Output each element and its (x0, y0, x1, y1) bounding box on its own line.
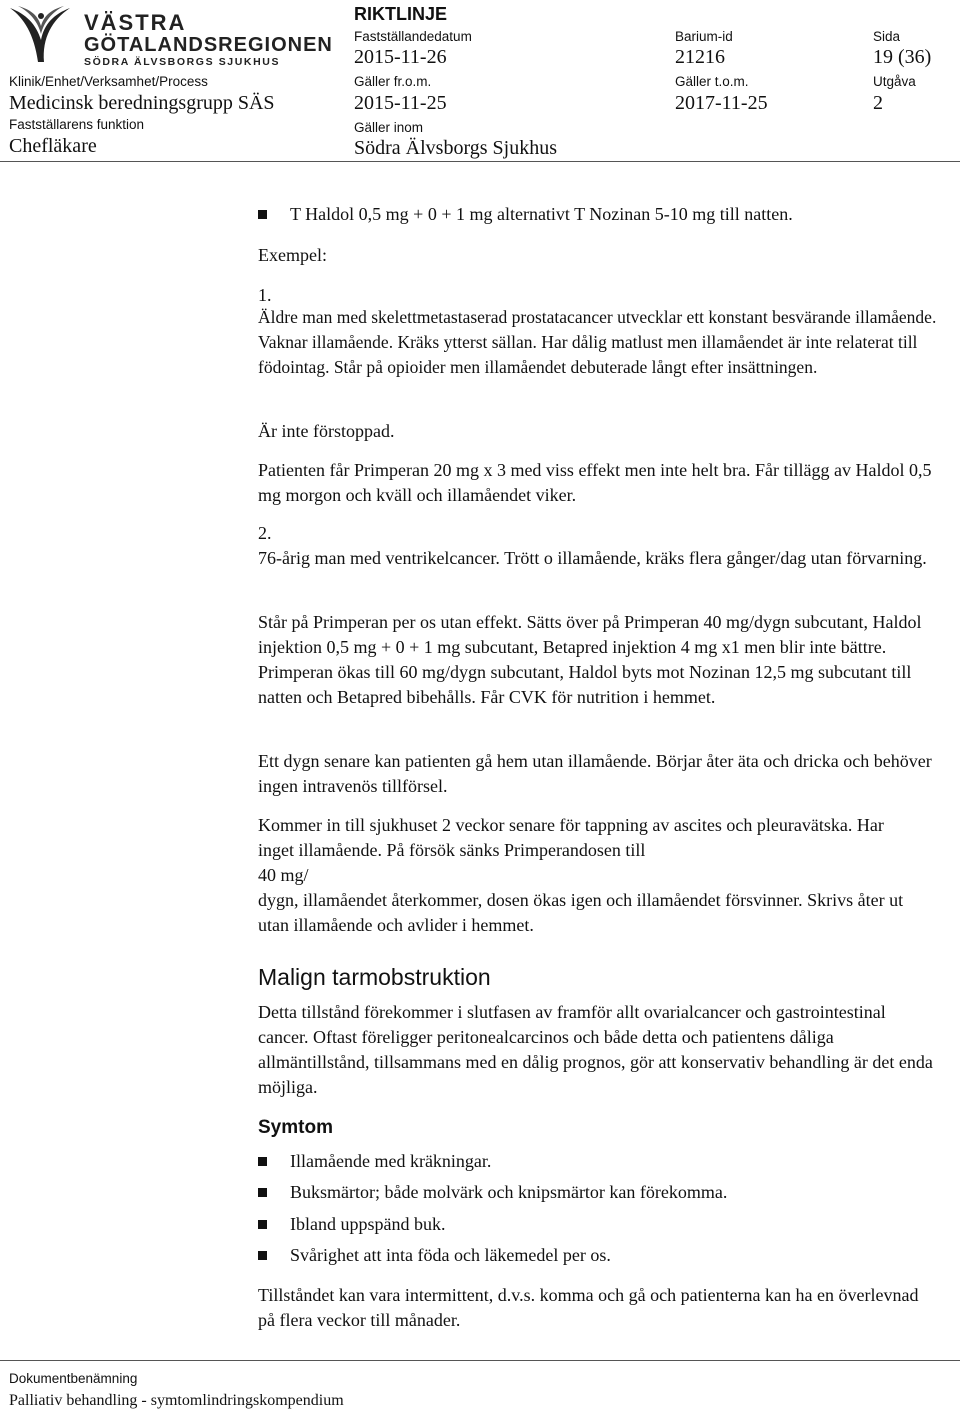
bullet-square-icon (258, 1251, 267, 1260)
galler-inom-value: Södra Älvsborgs Sjukhus (354, 137, 557, 159)
sida-value: 19 (36) (873, 46, 932, 68)
galler-to-value: 2017-11-25 (675, 92, 768, 114)
footer-divider (0, 1360, 960, 1361)
symtom-item-text: Svårighet att inta föda och läkemedel per os. (290, 1245, 611, 1265)
sida-label: Sida (873, 29, 901, 44)
barium-label: Barium-id (675, 29, 733, 44)
bullet-square-icon (258, 1157, 267, 1166)
section-heading: Malign tarmobstruktion (258, 964, 491, 990)
utgava-label: Utgåva (873, 74, 916, 89)
example1-paragraph: Äldre man med skelettmetastaserad prostatacancer utvecklar ett konstant besvärande illamående. Vaknar illamående. Kräks ytterst sällan. Har dålig matlust men illamåendet är inte relaterat till födointag. Står på opioider men illamåendet debuterade långt efter insättningen. (258, 307, 937, 377)
example2-paragraph-4b: 40 mg/ (258, 865, 309, 885)
fastst-value: 2015-11-26 (354, 46, 447, 68)
logo-line3: SÖDRA ÄLVSBORGS SJUKHUS (84, 56, 281, 68)
footer-value: Palliativ behandling - symtomlindringskompendium (9, 1392, 344, 1409)
utgava-value: 2 (873, 92, 883, 114)
symtom-heading: Symtom (258, 1117, 333, 1138)
galler-from-label: Gäller fr.o.m. (354, 74, 432, 89)
example1-paragraph-3: Patienten får Primperan 20 mg x 3 med viss effekt men inte helt bra. Får tillägg av Haldol 0,5 mg morgon och kväll och illamåendet viker. (258, 460, 932, 505)
example1-number: 1. (258, 285, 272, 305)
example2-paragraph-4c: dygn, illamåendet återkommer, dosen ökas igen och illamåendet försvinner. Skrivs åter ut utan illamående och avlider i hemmet. (258, 890, 904, 935)
example2-paragraph-4: Kommer in till sjukhuset 2 veckor senare för tappning av ascites och pleuravätska. Har inget illamående. På försök sänks Primperandosen till (258, 815, 884, 860)
klinik-value: Medicinsk beredningsgrupp SÄS (9, 92, 275, 114)
symtom-item-text: Illamående med kräkningar. (290, 1151, 492, 1171)
closing-paragraph: Tillståndet kan vara intermittent, d.v.s. komma och gå och patienterna kan ha en överlevnad på flera veckor till månader. (258, 1285, 919, 1330)
galler-from-value: 2015-11-25 (354, 92, 447, 114)
galler-to-label: Gäller t.o.m. (675, 74, 749, 89)
bullet-square-icon (258, 1188, 267, 1197)
exempel-label: Exempel: (258, 245, 327, 265)
barium-value: 21216 (675, 46, 725, 68)
symtom-item-text: Ibland uppspänd buk. (290, 1214, 446, 1234)
example2-paragraph-3: Ett dygn senare kan patienten gå hem utan illamående. Börjar åter äta och dricka och behöver ingen intravenös tillförsel. (258, 751, 932, 796)
fastst-label: Fastställandedatum (354, 29, 472, 44)
bullet-text: T Haldol 0,5 mg + 0 + 1 mg alternativt T Nozinan 5-10 mg till natten. (290, 204, 793, 224)
bullet-square-icon (258, 1220, 267, 1229)
section-paragraph: Detta tillstånd förekommer i slutfasen av framför allt ovarialcancer och gastrointestinal cancer. Oftast föreligger peritonealcarcinos och både detta och patientens dåliga allmäntillstånd, tillsammans med en dålig prognos, gör att konservativ behandling är det enda möjliga. (258, 1002, 933, 1097)
example1-paragraph-2: Är inte förstoppad. (258, 421, 395, 441)
funktion-label: Fastställarens funktion (9, 117, 145, 132)
example2-paragraph: 76-årig man med ventrikelcancer. Trött o illamående, kräks flera gånger/dag utan förvarning. (258, 548, 927, 568)
galler-inom-label: Gäller inom (354, 120, 424, 135)
symtom-item-text: Buksmärtor; både molvärk och knipsmärtor kan förekomma. (290, 1182, 728, 1202)
bullet-square-icon (258, 210, 267, 219)
example2-paragraph-2: Står på Primperan per os utan effekt. Sätts över på Primperan 40 mg/dygn subcutant, Haldol injektion 0,5 mg + 0 + 1 mg subcutant, Betapred injektion 4 mg x1 men blir inte bättre. Primperan ökas till 60 mg/dygn subcutant, Haldol byts mot Nozinan 12,5 mg subcutant till natten och Betapred bibehålls. Får CVK för nutrition i hemmet. (258, 612, 922, 707)
logo (4, 4, 333, 70)
header-divider (0, 161, 960, 162)
example2-number: 2. (258, 523, 272, 543)
logo-line1: VÄSTRA (84, 10, 187, 35)
logo-line2: GÖTALANDSREGIONEN (84, 34, 333, 56)
doc-type: RIKTLINJE (354, 4, 448, 24)
region-emblem-icon (4, 4, 76, 68)
funktion-value: Chefläkare (9, 135, 97, 157)
footer-label: Dokumentbenämning (9, 1371, 138, 1386)
klinik-label: Klinik/Enhet/Verksamhet/Process (9, 74, 208, 89)
